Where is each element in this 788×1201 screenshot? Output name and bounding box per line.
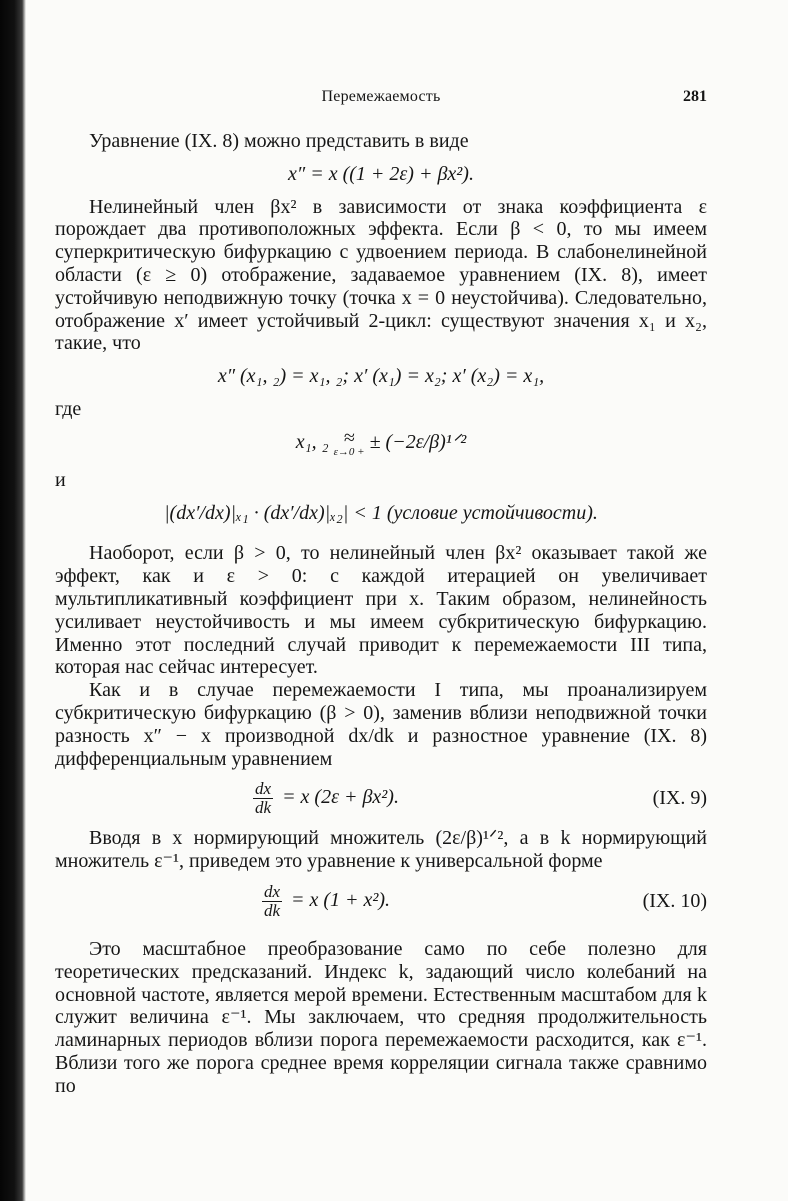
book-page — [55, 0, 707, 1201]
paragraph-5: Вводя в x нормирующий множитель (2ε/β)¹ᐟ², а в k нормирующий множитель ε⁻¹, приведем это уравнение к универсальной форме — [55, 827, 707, 873]
equation-3-approx: ≈ — [343, 426, 355, 449]
equation-5-number: (IX. 9) — [652, 787, 707, 810]
label-and: и — [55, 468, 66, 491]
running-head: Перемежаемость — [321, 88, 441, 105]
equation-5-numerator: dx — [255, 779, 272, 799]
page-header — [55, 88, 707, 112]
equation-6-fraction — [262, 883, 282, 920]
equation-5-fraction — [253, 780, 273, 817]
equation-3-limit-group — [333, 426, 365, 459]
equation-6-number: (IX. 10) — [642, 890, 707, 913]
paragraph-2: Нелинейный член βx² в зависимости от знака коэффициента ε порождает два противоположных эффекта. Если β < 0, то мы имеем суперкритическую бифуркацию с удвоением периода. В слабонелинейной области (ε ≥ 0) отображение, задаваемое уравнением (IX. 8), имеет устойчивую неподвижную точку (точка x = 0 неустойчива). Следовательно, отображение x′ имеет устойчивый 2-цикл: существуют значения x₁ и x₂, такие, что — [55, 195, 707, 355]
equation-1: x″ = x ((1 + 2ε) + βx²). — [288, 162, 474, 185]
equation-6-denominator: dk — [263, 900, 280, 920]
equation-5-denominator: dk — [255, 798, 272, 818]
paragraph-3: Наоборот, если β > 0, то нелинейный член βx² оказывает такой же эффект, как и ε > 0: с каждой итерацией он увеличивает мультипликативный коэффициент при x. Таким образом, нелинейность усиливает неустойчивость и мы имеем субкритическую бифуркацию. Именно этот последний случай приводит к перемежаемости III типа, которая нас сейчас интересует. — [55, 542, 707, 679]
equation-3-limit: ε→0 + — [333, 445, 365, 458]
equation-3-rhs: ± (−2ε/β)¹ᐟ² — [369, 430, 467, 453]
equation-5 — [55, 780, 707, 817]
equation-3 — [55, 426, 707, 459]
equation-2: x″ (x₁, ₂) = x₁, ₂; x′ (x₁) = x₂; x′ (x₂) = x₁, — [217, 365, 545, 388]
equation-5-rhs: = x (2ε + βx²). — [282, 786, 399, 809]
equation-4: |(dx′/dx)|ₓ₁ · (dx′/dx)|ₓ₂| < 1 (условие устойчивости). — [164, 501, 598, 524]
paragraph-4: Как и в случае перемежаемости I типа, мы проанализируем субкритическую бифуркацию (β > 0), заменив вблизи неподвижной точки разность x″ − x производной dx/dk и разностное уравнение (IX. 8) дифференциальным уравнением — [55, 679, 707, 770]
page-body — [55, 130, 707, 1098]
label-where: где — [55, 397, 82, 420]
equation-6-body — [55, 883, 597, 920]
equation-6-rhs: = x (1 + x²). — [290, 889, 391, 912]
paragraph-6: Это масштабное преобразование само по себе полезно для теоретических предсказаний. Индекс k, задающий число колебаний на основной частоте, является мерой времени. Естественным масштабом для k служит величина ε⁻¹. Мы заключаем, что средняя продолжительность ламинарных периодов вблизи порога перемежаемости расходится, как ε⁻¹. Вблизи того же порога среднее время корреляции сигнала также сравнимо по — [55, 937, 707, 1097]
equation-6-numerator: dx — [263, 881, 280, 901]
equation-5-body — [55, 780, 597, 817]
page-number: 281 — [683, 88, 707, 105]
book-spine-shadow — [0, 0, 26, 1201]
equation-6 — [55, 883, 707, 920]
equation-3-lhs: x₁, ₂ — [295, 430, 329, 453]
paragraph-1: Уравнение (IX. 8) можно представить в виде — [89, 130, 469, 152]
